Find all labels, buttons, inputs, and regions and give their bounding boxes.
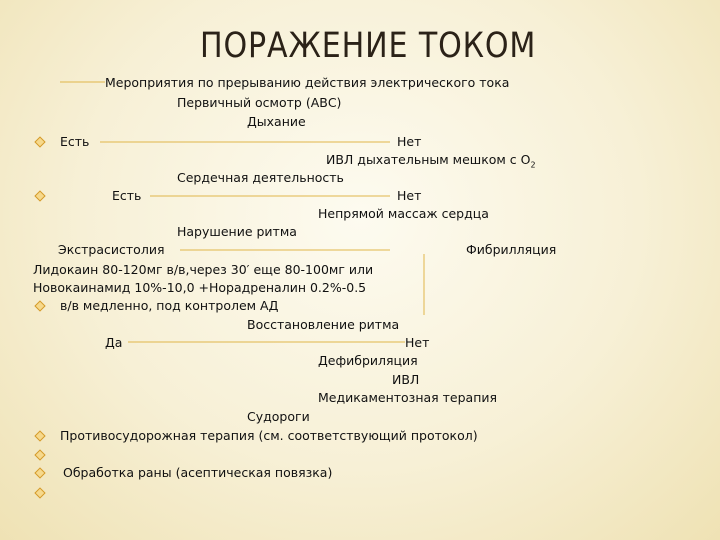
text-line-18: Медикаментозная терапия: [318, 390, 498, 405]
text-line-8: Непрямой массаж сердца: [318, 206, 489, 221]
text-line-3: Дыхание: [247, 114, 306, 129]
text-line-4a: Есть: [60, 134, 90, 149]
text-line-11: Лидокаин 80-120мг в/в,через 30′ еще 80-100мг или: [33, 262, 374, 277]
text-line-10b: Фибрилляция: [466, 242, 557, 257]
text-line-7b: Нет: [397, 188, 422, 203]
text-line-1: Мероприятия по прерыванию действия электрического тока: [105, 75, 510, 90]
text-line-16: Дефибриляция: [318, 353, 418, 368]
text-line-15b: Нет: [405, 335, 430, 350]
text-line-5: ИВЛ дыхательным мешком с $O_2$: [326, 152, 536, 170]
text-line-19: Судороги: [247, 409, 310, 424]
text-line-7a: Есть: [112, 188, 142, 203]
text-line-14: Восстановление ритма: [247, 317, 400, 332]
text-line-21: Обработка раны (асептическая повязка): [63, 465, 333, 480]
text-line-6: Сердечная деятельность: [177, 170, 344, 185]
text-line-10a: Экстрасистолия: [58, 242, 165, 257]
text-line-9: Нарушение ритма: [177, 224, 297, 239]
text-line-13: в/в медленно, под контролем АД: [60, 298, 279, 313]
text-line-17: ИВЛ: [392, 372, 420, 387]
page-title: ПОРАЖЕНИЕ ТОКОМ: [200, 26, 537, 66]
text-line-4b: Нет: [397, 134, 422, 149]
text-line-2: Первичный осмотр (АВС): [177, 95, 342, 110]
text-line-20: Противосудорожная терапия (см. соответствующий протокол): [60, 428, 478, 443]
text-line-15a: Да: [105, 335, 123, 350]
text-line-12: Новокаинамид 10%-10,0 +Норадреналин 0.2%-0.5: [33, 280, 367, 295]
